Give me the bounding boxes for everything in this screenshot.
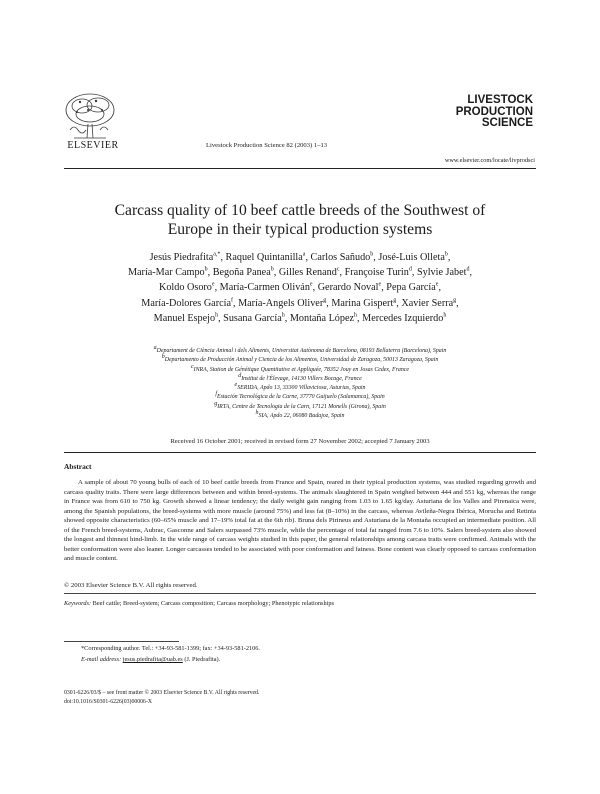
author-affiliation-mark: g [393,297,397,304]
received-dates: Received 16 October 2001; received in revised form 27 November 2002; accepted 7 January 2003 [170,438,430,445]
affiliation-text: Institut de l'Élevage, 14130 Villers Bocage, France [241,375,362,382]
affiliation-text: Departament de Ciència Animal i dels Aliments, Universitat Autònoma de Barcelona, 08193 Bellaterra (Barcelona), Spain [156,348,447,354]
author-affiliation-mark: a,* [213,251,221,258]
keywords-divider [64,593,536,594]
author-name: Xavier Serra [401,297,454,309]
author-line: Jesús Piedrafita$^{a,*}$, Raquel Quintanilla$^a$, Carlos Sañudo$^b$, José-Luis Olleta$^b$, [149,251,451,263]
affiliation [70,384,530,393]
issn-line: 0301-6226/03/$ – see front matter © 2003 Elsevier Science B.V. All rights reserved. [64,690,260,696]
affiliation-mark: c [190,363,194,370]
journal-title-line: LIVESTOCK [467,94,533,106]
article-title [70,201,530,239]
affiliation-list [70,347,530,421]
affiliation-text: Departamento de Producción Animal y Ciencia de los Alimentos, Universidad de Zaragoza, 50013 Zaragoza, Spain [164,357,439,364]
affiliation [70,400,530,412]
author-name: Gerardo Noval [317,282,379,294]
journal-title [423,95,533,130]
corresponding-author-footnote: *Corresponding author. Tel.: +34-93-581-1399; fax: +34-93-581-2106. [81,645,260,652]
author-line: Manuel Espejo$^h$, Susana García$^h$, Montaña López$^h$, Mercedes Izquierdo$^h$ [153,312,447,324]
author-name: Montaña López [289,312,355,324]
affiliation [70,372,530,384]
journal-citation: Livestock Production Science 82 (2003) 1–13 [206,142,328,149]
keywords-text: Beef cattle; Breed-system; Carcass composition; Carcass morphology; Phenotypic relationships [92,600,334,607]
author-name: María-Angels Oliver [238,297,324,309]
author-name: Pepa García [386,282,436,294]
publisher-name: ELSEVIER [67,140,119,151]
author-name: Sylvie Jabet [416,267,467,279]
affiliation [70,363,530,375]
author-list [80,250,520,326]
affiliation-text: SERIDA, Apdo 13, 33300 Villaviciosa, Asturias, Spain [237,385,366,392]
author-affiliation-mark: e [378,282,382,289]
footnote-divider [64,641,179,642]
affiliation-mark: f [215,391,217,398]
author-affiliation-mark: b [270,266,274,273]
author-affiliation-mark: e [211,282,215,289]
author-name: José-Luis Olleta [378,252,445,263]
author-name: Begoña Panea [212,267,271,279]
author-name: María-Dolores García [141,297,231,309]
abstract-heading: Abstract [64,462,92,471]
author-affiliation-mark: h [443,312,447,319]
author-name: Carlos Sañudo [310,252,371,263]
email-label: E-mail address: [81,656,122,663]
author-name: Raquel Quintanilla [225,252,303,263]
article-title-line: Europe in their typical production systems [167,221,433,238]
author-affiliation-mark: e [435,282,439,289]
author-affiliation-mark: f [230,297,233,304]
author-name: María-Mar Campo [127,267,205,279]
abstract-body [64,478,536,564]
affiliation-mark: g [214,400,218,407]
affiliation [70,356,530,365]
author-affiliation-mark: b [204,266,208,273]
journal-title-line: PRODUCTION [455,105,533,118]
email-footnote [81,656,220,663]
author-affiliation-mark: d [466,266,470,273]
abstract-copyright: © 2003 Elsevier Science B.V. All rights reserved. [64,582,198,589]
affiliation [70,412,530,421]
affiliation-text: IRTA, Centre de Tecnologia de la Carn, 17121 Monells (Girona), Spain [217,403,386,410]
author-affiliation-mark: h [354,312,358,319]
keywords [64,600,536,607]
author-name: Koldo Osoro [158,282,212,294]
affiliation-mark: h [255,410,259,417]
author-name: Gilles Renand [278,267,337,279]
affiliation-mark: a [153,345,157,352]
author-line: Koldo Osoro$^e$, María-Carmen Oliván$^e$, Gerardo Noval$^e$, Pepa García$^e$, [158,282,441,294]
author-affiliation-mark: c [336,266,340,273]
author-affiliation-mark: g [453,297,457,304]
affiliation [70,393,530,402]
affiliation-text: Estación Tecnológica de la Carne, 37770 Guijuelo (Salamanca), Spain [217,394,385,401]
author-name: María-Carmen Oliván [219,282,310,294]
abstract-divider [64,452,536,453]
email-link[interactable]: jesus.piedrafita@uab.es [122,656,183,663]
journal-title-line: SCIENCE [481,117,533,129]
journal-url-link[interactable]: www.elsevier.com/locate/livprodsci [444,157,535,164]
author-line: María-Dolores García$^f$, María-Angels Oliver$^g$, Marina Gispert$^g$, Xavier Serra$^g$, [141,297,459,309]
doi-line[interactable]: doi:10.1016/S0301-6226(03)00006-X [64,699,153,705]
email-suffix: (J. Piedrafita). [184,656,221,663]
author-affiliation-mark: e [309,282,313,289]
author-affiliation-mark: d [408,266,412,273]
author-name: Manuel Espejo [153,312,216,324]
author-affiliation-mark: b [370,251,374,258]
article-title-line: Carcass quality of 10 beef cattle breeds of the Southwest of [114,202,486,219]
affiliation-mark: e [234,382,238,389]
author-affiliation-mark: h [215,312,219,319]
author-affiliation-mark: b [444,251,448,258]
header-divider [64,168,536,169]
author-name: Marina Gispert [331,297,394,309]
author-line: María-Mar Campo$^b$, Begoña Panea$^b$, Gilles Renand$^c$, Françoise Turin$^d$, Sylvie Jabet$^d$, [127,266,473,279]
affiliation-text: INRA, Station de Génétique Quantitative et Appliquée, 78352 Jouy en Josas Cedex, France [193,366,409,373]
author-name: Jesús Piedrafita [149,252,214,263]
author-name: Susana García [223,312,282,324]
affiliation [70,347,530,356]
author-affiliation-mark: g [323,297,327,304]
keywords-label: Keywords: [64,600,92,607]
author-name: Mercedes Izquierdo [362,312,444,324]
abstract-paragraph: A sample of about 70 young bulls of each of 10 beef cattle breeds from France and Spain, reared in their typical production systems, was studied regarding growth and carcass quality traits. There were large differences between and within breed-systems. The animals slaughtered in Spain weighed between 444 and 551 kg, whereas the range in France was from 610 to 750 kg. Growth showed a linear tendency; the daily weight gain ranging from 1.03 to 1.65 kg/day. Asturiana de los Valles and Pirenaica were, among the Spanish populations, the breed-systems with more muscle (around 75%) and less fat (8–10%) in the carcass, whereas Avileña-Negra Ibérica, Morucha and Retinta showed opposite characteristics (60–65% muscle and 17–19% total fat at the 6th rib). Bruna dels Pirineus and Asturiana de la Montaña occupied an intermediate position. All of the French breed-systems, Aubrac, Gasconne and Salers surpassed 73% muscle, while the percentage of total fat ranged from 7.6 to 10%. Salers breed-system also showed the longest and thinnest hind-limb. In the wide range of carcass weights studied in this paper, the general relationships among carcass traits were confirmed. Animals with the better conformation were also leaner. Longer carcasses tended to be associated with poor conformation and fatness. Bone content was clearly opposed to carcass conformation and muscle content. [64,479,536,563]
author-affiliation-mark: h [281,312,285,319]
affiliation-text: SIA, Apdo 22, 06080 Badajoz, Spain [258,413,345,420]
affiliation-mark: d [238,372,242,379]
author-name: Françoise Turin [344,267,409,279]
author-affiliation-mark: a [302,251,306,258]
affiliation-mark: b [161,354,165,361]
